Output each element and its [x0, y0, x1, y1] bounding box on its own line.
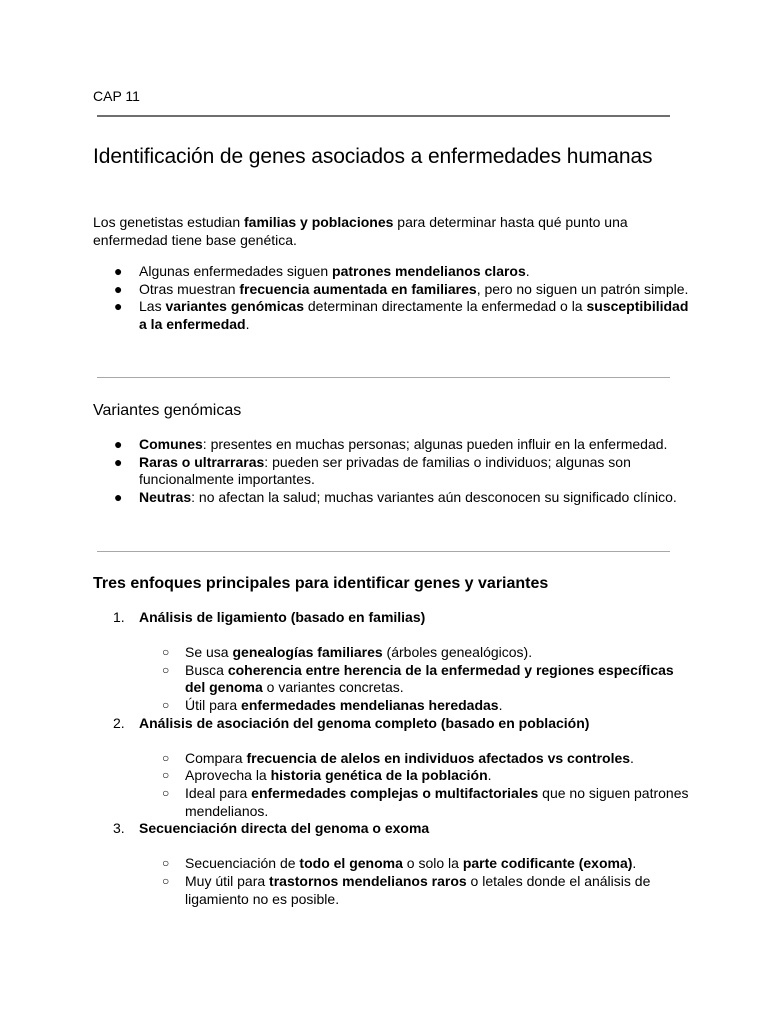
- item-bold: susceptibilidad a la enfermedad: [139, 298, 689, 332]
- item-text: o letales donde el análisis de ligamiento no es posible.: [185, 872, 651, 907]
- numbered-item: [93, 609, 693, 627]
- list-item: [93, 298, 693, 333]
- item-bold: enfermedades mendelianas heredadas: [241, 696, 499, 713]
- header-divider: [97, 115, 670, 117]
- item-text: , pero no siguen un patrón simple.: [476, 280, 689, 297]
- item-text: Ideal para: [185, 784, 252, 801]
- approaches-numbered-list: [93, 609, 693, 908]
- bullet-marker: ●: [114, 263, 123, 279]
- item-bold: coherencia entre herencia de la enfermedad y regiones específicas del genoma: [185, 661, 674, 696]
- item-text: Aprovecha la: [185, 767, 271, 784]
- item-bold: historia genética de la población: [270, 767, 488, 784]
- intro-text-before: Los genetistas estudian: [93, 214, 244, 230]
- circle-marker: ○: [162, 856, 170, 871]
- spacer: [93, 838, 693, 856]
- item-text: Secuenciación de: [185, 855, 300, 872]
- item-text: Algunas enfermedades siguen: [139, 263, 333, 279]
- item-bold: genealogías familiares: [232, 644, 383, 661]
- sub-list-item: [93, 767, 693, 785]
- item-bold: Neutras: [139, 488, 192, 505]
- sub-list-item: [93, 662, 693, 697]
- intro-bullet-list: [93, 263, 693, 333]
- section-divider: [97, 551, 670, 552]
- item-bold: frecuencia de alelos en individuos afectados vs controles: [246, 749, 631, 766]
- sub-list-item: [93, 697, 693, 715]
- bullet-marker: ●: [114, 298, 123, 315]
- section-heading-variants: Variantes genómicas: [93, 402, 242, 419]
- number-marker: 2.: [113, 714, 125, 731]
- item-text: .: [245, 315, 250, 332]
- circle-marker: ○: [162, 645, 170, 660]
- page-title: Identificación de genes asociados a enfermedades humanas: [93, 145, 653, 168]
- item-bold: Raras o ultrarraras: [139, 453, 265, 470]
- variants-bullet-list: [93, 436, 693, 506]
- item-text: .: [487, 767, 492, 784]
- bullet-marker: ●: [114, 488, 123, 505]
- intro-paragraph: [93, 213, 683, 249]
- chapter-label: CAP 11: [93, 88, 140, 104]
- list-item: [93, 436, 693, 454]
- item-label: Análisis de ligamiento (basado en familias): [139, 609, 426, 625]
- item-text: .: [632, 855, 637, 872]
- bullet-marker: ●: [114, 280, 123, 297]
- list-item: [93, 454, 693, 489]
- item-bold: trastornos mendelianos raros: [269, 872, 467, 889]
- circle-marker: ○: [162, 750, 170, 765]
- item-text: .: [498, 696, 503, 713]
- item-bold: Comunes: [139, 436, 203, 452]
- intro-text-after: para determinar hasta qué punto una enfermedad tiene base genética.: [93, 214, 628, 248]
- sub-list-item: [93, 644, 693, 662]
- spacer: [93, 627, 693, 645]
- circle-marker: ○: [162, 873, 170, 888]
- bullet-marker: ●: [114, 453, 123, 470]
- section-divider: [97, 377, 670, 378]
- item-text: Busca: [185, 661, 228, 678]
- spacer: [93, 732, 693, 750]
- circle-marker: ○: [162, 662, 170, 677]
- item-text: o solo la: [402, 855, 463, 872]
- item-bold: parte codificante (exoma): [462, 855, 633, 872]
- numbered-item: [93, 820, 693, 838]
- number-marker: 3.: [113, 820, 125, 837]
- numbered-item: [93, 715, 693, 733]
- circle-marker: ○: [162, 697, 170, 712]
- item-text: : no afectan la salud; muchas variantes aún desconocen su significado clínico.: [191, 488, 677, 505]
- list-item: [93, 263, 693, 281]
- item-text: Se usa: [185, 644, 233, 661]
- list-item: [93, 281, 693, 299]
- list-item: [93, 489, 693, 507]
- item-text: Otras muestran: [139, 280, 240, 297]
- circle-marker: ○: [162, 785, 170, 800]
- item-text: Muy útil para: [185, 872, 270, 889]
- item-text: .: [630, 749, 634, 766]
- item-bold: todo el genoma: [299, 855, 403, 872]
- item-text: Útil para: [185, 696, 242, 713]
- section-heading-approaches: Tres enfoques principales para identificar genes y variantes: [93, 575, 549, 592]
- item-bold: patrones mendelianos claros: [332, 263, 526, 279]
- item-bold: frecuencia aumentada en familiares: [239, 280, 477, 297]
- intro-text-bold: familias y poblaciones: [244, 214, 394, 230]
- item-text: : presentes en muchas personas; algunas pueden influir en la enfermedad.: [202, 436, 668, 452]
- sub-list-item: [93, 855, 693, 873]
- item-text: que no siguen patrones mendelianos.: [185, 784, 689, 819]
- item-bold: variantes genómicas: [165, 298, 304, 315]
- item-text: Las: [139, 298, 166, 315]
- item-bold: enfermedades complejas o multifactoriales: [251, 784, 539, 801]
- number-marker: 1.: [113, 609, 125, 625]
- sub-list-item: [93, 750, 693, 768]
- item-text: (árboles genealógicos).: [382, 644, 533, 661]
- item-text: o variantes concretas.: [262, 679, 404, 696]
- bullet-marker: ●: [114, 436, 123, 452]
- item-text: : pueden ser privadas de familias o individuos; algunas son funcionalmente importantes.: [139, 453, 631, 488]
- item-label: Análisis de asociación del genoma completo (basado en población): [139, 714, 590, 731]
- item-text: determinan directamente la enfermedad o la: [303, 298, 587, 315]
- item-text: .: [525, 263, 530, 279]
- sub-list-item: [93, 785, 693, 820]
- item-label: Secuenciación directa del genoma o exoma: [139, 820, 430, 837]
- circle-marker: ○: [162, 768, 170, 783]
- item-text: Compara: [185, 749, 247, 766]
- sub-list-item: [93, 873, 693, 908]
